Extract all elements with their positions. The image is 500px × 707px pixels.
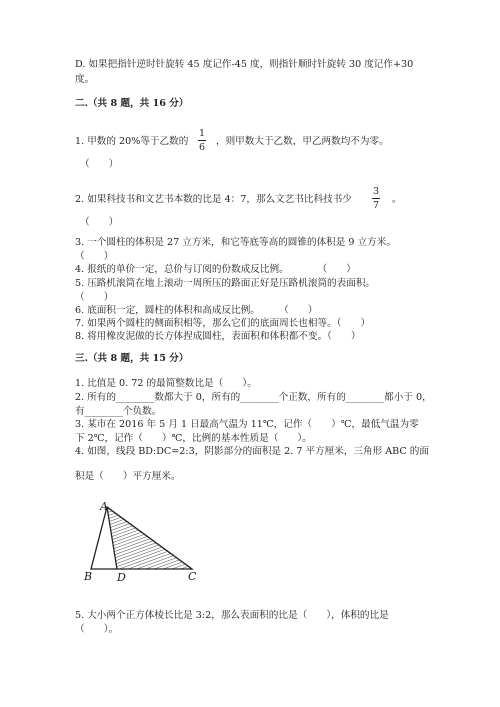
s2-q2-text-b: 。 — [392, 194, 402, 205]
s2-q1-text-a: 1. 甲数的 20%等于乙数的 — [75, 136, 189, 147]
s2-q2-answer-paren[interactable]: （ ） — [80, 217, 119, 228]
section-3-heading: 三.（共 8 题，共 15 分） — [75, 353, 189, 364]
s3-q3-text-a: 3. 某市在 2016 年 5 月 1 日最高气温为 11℃，记作（ ）℃，最低气温为零 — [75, 419, 419, 430]
fraction-denominator: 6 — [198, 142, 206, 153]
section-2-heading: 二.（共 8 题，共 16 分） — [75, 98, 189, 109]
fraction-denominator: 7 — [372, 200, 380, 211]
triangle-abc-figure — [80, 500, 210, 590]
s2-q1-fraction — [198, 128, 206, 153]
s3-q1-text: 1. 比值是 0. 72 的最简整数比是（ ）。 — [75, 378, 257, 389]
s2-q7-text: 7. 如果两个圆柱的侧面积相等，那么它们的底面周长也相等。（ ） — [75, 318, 371, 329]
s2-q5-text: 5. 压路机滚筒在地上滚动一周所压的路面正好是压路机滚筒的表面积。 — [75, 278, 376, 289]
s3-q2-text-a: 2. 所有的________数都大于 0，所有的________个正数，所有的________都小于 0， — [75, 392, 432, 403]
s3-q5-text-b: （ ）。 — [75, 624, 119, 635]
s3-q3-text-b: 下 2℃，记作（ ）℃，比例的基本性质是（ ）。 — [75, 433, 312, 444]
s3-q4-text-b: 积是（ ）平方厘米。 — [75, 471, 181, 482]
label-d: D — [117, 571, 126, 584]
s3-q5-text-a: 5. 大小两个正方体棱长比是 3:2，那么表面积的比是（ ），体积的比是 — [75, 610, 389, 621]
s3-q2-text-b: 有________个负数。 — [75, 406, 162, 417]
label-c: C — [188, 570, 197, 583]
s2-q1-answer-paren[interactable]: （ ） — [80, 159, 119, 170]
s2-q2-fraction — [372, 186, 380, 211]
option-d-line-1: D. 如果把指针逆时针旋转 45 度记作-45 度，则指针顺时针旋转 30 度记作+30 — [75, 59, 414, 70]
s2-q3-text: 3. 一个圆柱的体积是 27 立方米，和它等底等高的圆锥的体积是 9 立方米。 — [75, 237, 396, 248]
fraction-bar — [198, 140, 206, 141]
s2-q2-text-a: 2. 如果科技书和文艺书本数的比是 4：7，那么文艺书比科技书少 — [75, 194, 352, 205]
fraction-numerator: 1 — [198, 128, 206, 139]
label-a: A — [100, 500, 108, 513]
s3-q4-text-a: 4. 如图，线段 BD:DC=2:3，阴影部分的面积是 2. 7 平方厘米，三角形 ABC 的面 — [75, 446, 429, 457]
fraction-numerator: 3 — [372, 186, 380, 197]
s2-q1-text-b: ，则甲数大于乙数，甲乙两数均不为零。 — [216, 136, 389, 147]
s2-q4-text: 4. 报纸的单价一定，总价与订阅的份数成反比例。 （ ） — [75, 264, 356, 275]
s2-q5-answer-paren[interactable]: （ ） — [75, 292, 114, 303]
s2-q3-answer-paren[interactable]: （ ） — [75, 251, 114, 262]
s2-q8-text: 8. 将用橡皮泥做的长方体捏成圆柱，表面积和体积都不变。（ ） — [75, 331, 361, 342]
fraction-bar — [372, 198, 380, 199]
option-d-line-2: 度。 — [75, 74, 95, 85]
label-b: B — [84, 570, 93, 583]
s2-q6-text: 6. 底面积一定，圆柱的体积和高成反比例。 （ ） — [75, 305, 318, 316]
